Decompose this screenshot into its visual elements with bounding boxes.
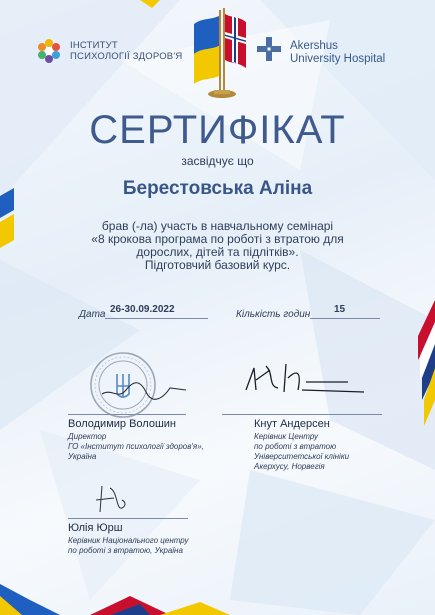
signature-voloshyn — [100, 370, 190, 410]
hours-underline — [310, 318, 380, 319]
certificate-title: СЕРТИФІКАТ — [89, 108, 346, 152]
hospital-name-line1: Akershus — [290, 40, 338, 52]
date-label: Дата — [79, 309, 106, 320]
hours-value: 15 — [334, 304, 346, 315]
signatory-3-role: Керівник Національного центру по роботі з втратою, Україна — [68, 536, 189, 555]
date-value: 26-30.09.2022 — [110, 304, 175, 315]
signature-yursh — [92, 482, 132, 518]
institute-name-line1: ІНСТИТУТ — [70, 40, 118, 51]
institute-name — [70, 40, 182, 62]
recipient-name: Берестовська Аліна — [122, 178, 313, 199]
signature-line-2 — [222, 414, 382, 415]
signatory-1-name: Володимир Волошин — [68, 418, 176, 430]
hours-label: Кількість годин — [236, 309, 311, 320]
signatory-2-name: Кнут Андерсен — [254, 418, 330, 430]
signatory-2-role: Керівник Центру по роботі з втратою Університетської клініки Акерхусу, Норвегія — [254, 432, 350, 471]
body-line1: брав (-ла) участь в навчальному семінарі — [101, 219, 334, 233]
signature-andersen — [236, 360, 366, 402]
body-text — [40, 220, 395, 272]
signatory-3-name: Юлія Юрш — [68, 522, 123, 534]
signature-line-3 — [68, 518, 188, 519]
certifies-text: засвідчує що — [181, 154, 254, 168]
signatory-1-role: Директор ГО «Інститут психології здоров'я», Україна — [68, 432, 204, 461]
flags-icon — [192, 6, 248, 102]
body-line2: «8 крокова програма по роботі з втратою для — [91, 232, 344, 246]
institute-name-line2: ПСИХОЛОГІЇ ЗДОРОВ'Я — [70, 51, 183, 62]
body-line4: Підготовчий базовий курс. — [144, 258, 291, 272]
signature-line-1 — [68, 414, 186, 415]
hospital-logo-icon — [256, 36, 282, 62]
date-underline — [105, 318, 208, 319]
hospital-name — [290, 40, 385, 66]
body-line3: дорослих, дітей та підлітків». — [136, 245, 299, 259]
institute-logo-icon — [36, 38, 62, 64]
hospital-name-line2: University Hospital — [290, 53, 386, 65]
